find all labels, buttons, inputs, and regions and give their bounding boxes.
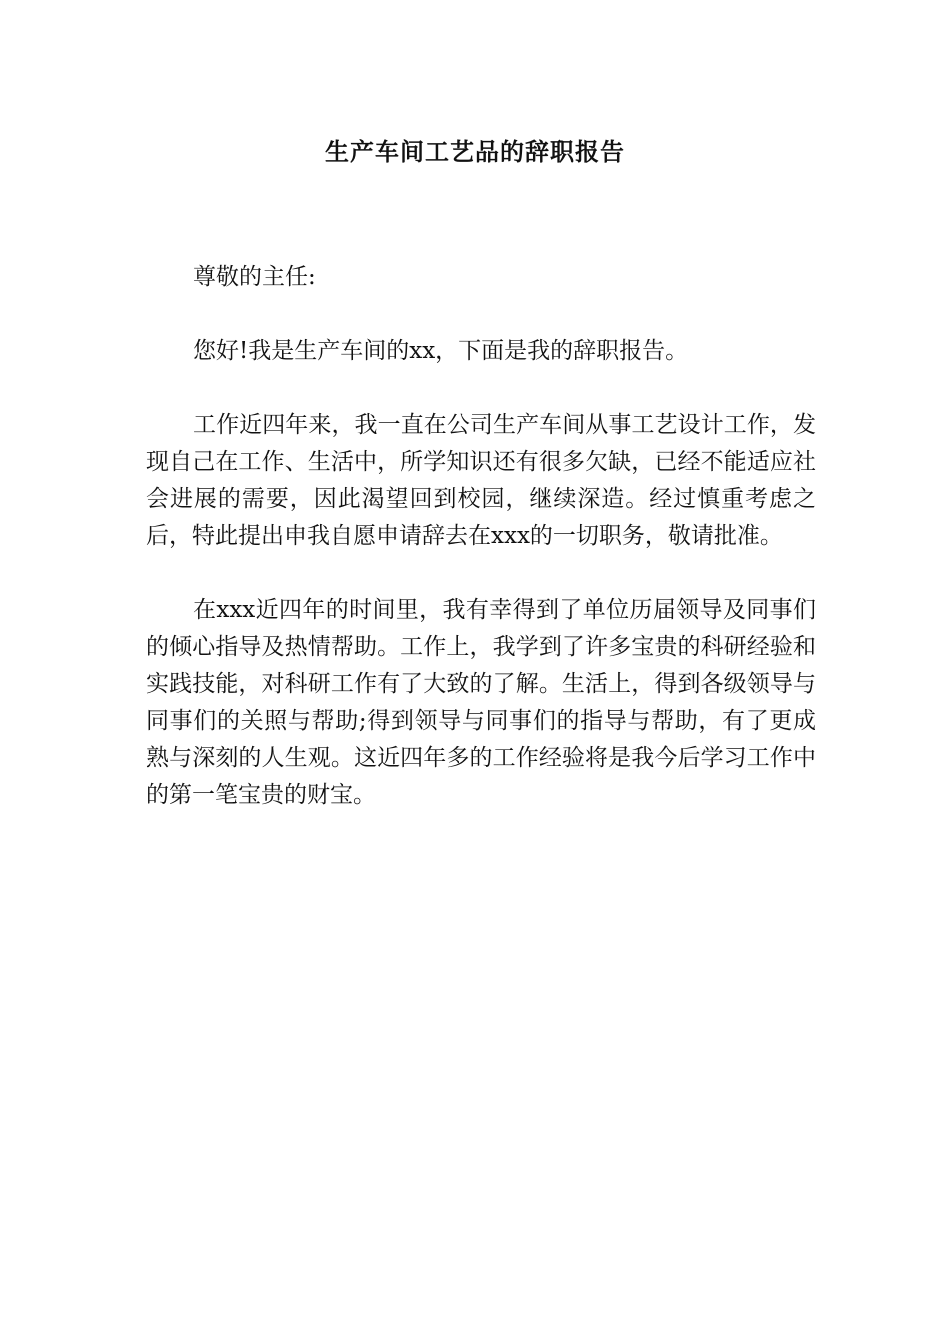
salutation: 尊敬的主任:: [193, 264, 316, 290]
document-title: 生产车间工艺品的辞职报告: [325, 137, 625, 166]
document-body: [146, 259, 816, 851]
paragraph-greeting: 您好!我是生产车间的xx，下面是我的辞职报告。: [193, 338, 689, 364]
paragraph-gratitude: 在xxx近四年的时间里，我有幸得到了单位历届领导及同事们的倾心指导及热情帮助。工作上，我学到了许多宝贵的科研经验和实践技能，对科研工作有了大致的了解。生活上，得到各级领导与同事们的关照与帮助;得到领导与同事们的指导与帮助，有了更成熟与深刻的人生观。这近四年多的工作经验将是我今后学习工作中的第一笔宝贵的财宝。: [146, 597, 816, 808]
paragraph-reason: 工作近四年来，我一直在公司生产车间从事工艺设计工作，发现自己在工作、生活中，所学知识还有很多欠缺，已经不能适应社会进展的需要，因此渴望回到校园，继续深造。经过慎重考虑之后，特此提出申我自愿申请辞去在xxx的一切职务，敬请批准。: [146, 412, 816, 549]
